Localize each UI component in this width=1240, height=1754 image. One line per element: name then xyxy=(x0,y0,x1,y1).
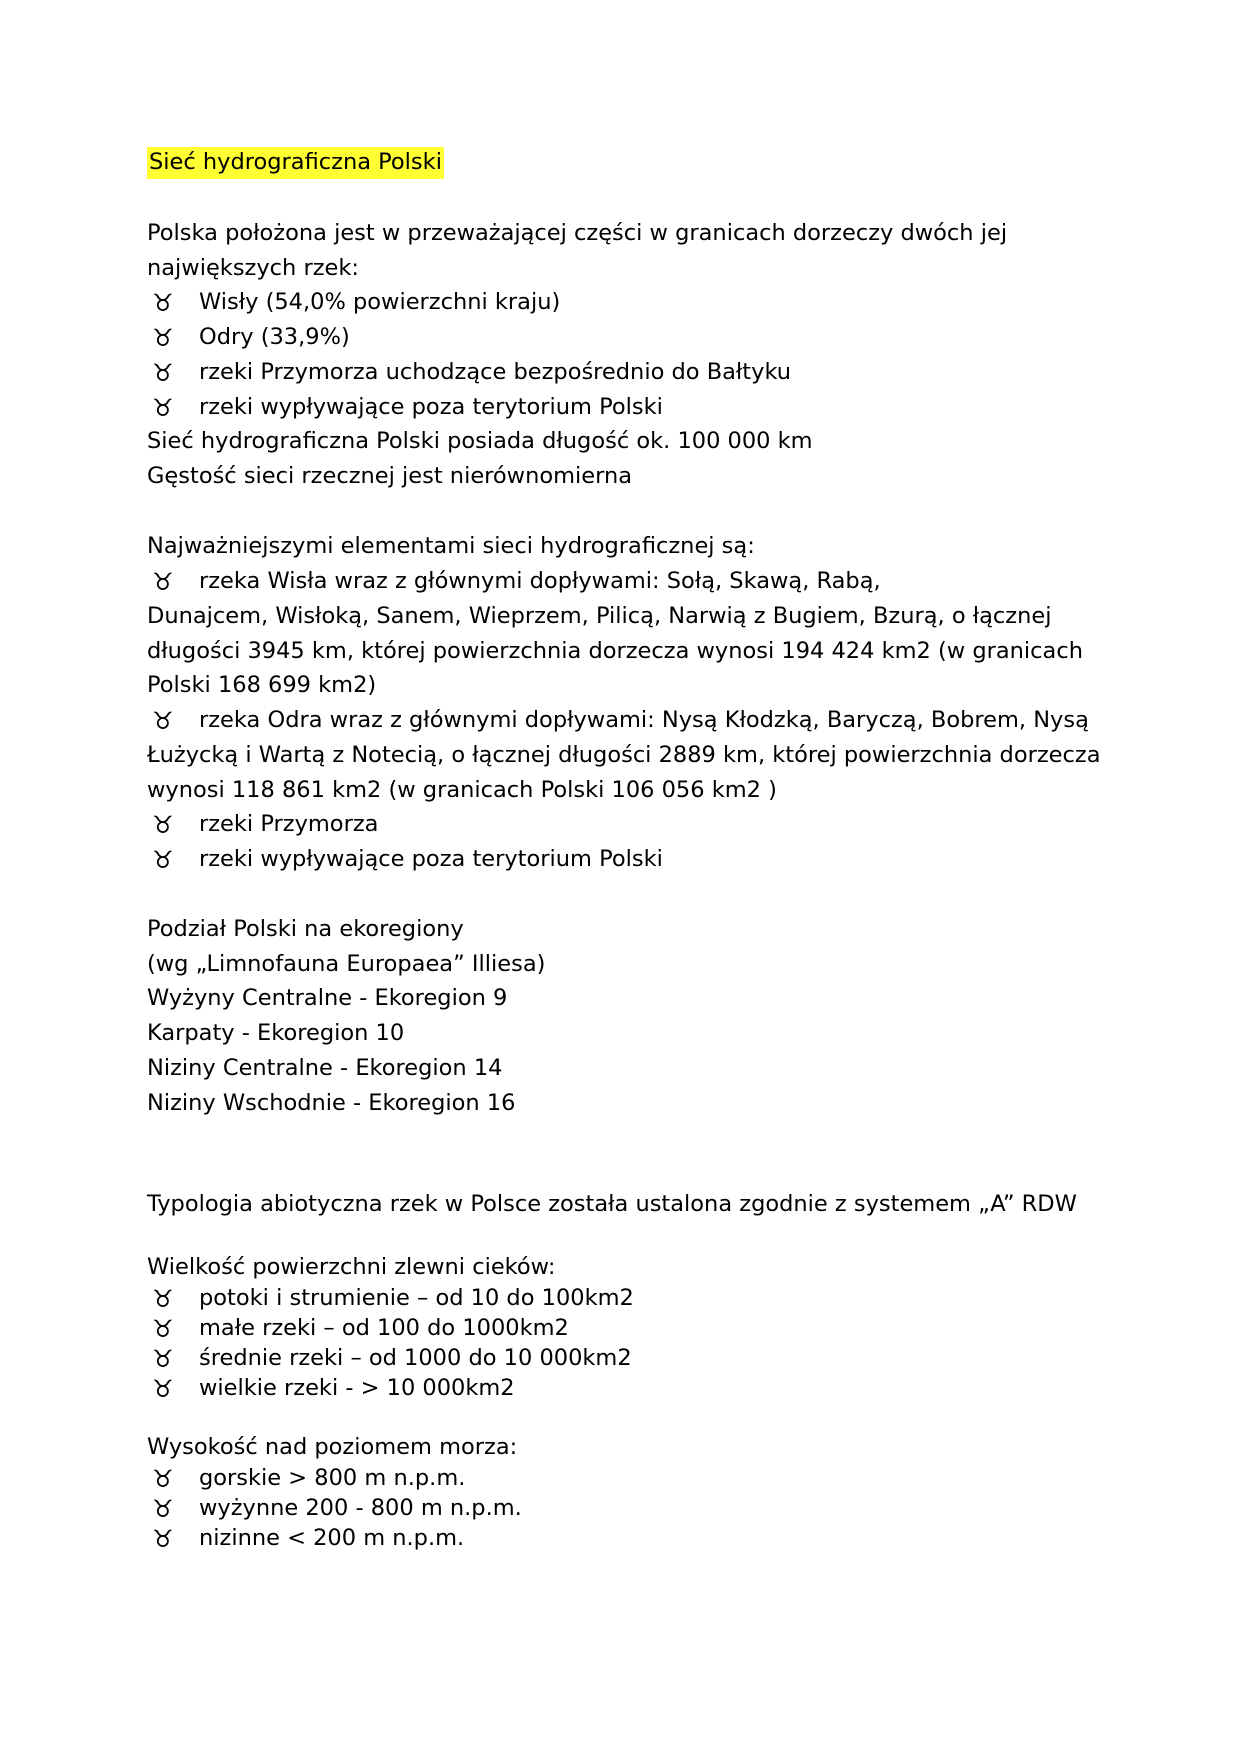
elements-heading: Najważniejszymi elementami sieci hydrograficznej są: xyxy=(147,533,755,559)
taurus-bullet-icon: ♉ xyxy=(152,568,174,596)
list-item: nizinne < 200 m n.p.m. xyxy=(199,1525,465,1551)
ecoregions-source: (wg „Limnofauna Europaea” Illiesa) xyxy=(147,951,546,977)
taurus-bullet-icon: ♉ xyxy=(152,707,174,735)
list-item: wyżynne 200 - 800 m n.p.m. xyxy=(199,1495,522,1521)
list-item: Odry (33,9%) xyxy=(199,324,350,350)
list-item: wielkie rzeki - > 10 000km2 xyxy=(199,1375,515,1401)
wisla-item-line-3: długości 3945 km, której powierzchnia dorzecza wynosi 194 424 km2 (w granicach xyxy=(147,638,1083,664)
area-heading: Wielkość powierzchni zlewni cieków: xyxy=(147,1254,556,1280)
intro-line-2: największych rzek: xyxy=(147,255,359,281)
odra-item-line-1: rzeka Odra wraz z głównymi dopływami: Nysą Kłodzką, Baryczą, Bobrem, Nysą xyxy=(199,707,1089,733)
list-item: Wisły (54,0% powierzchni kraju) xyxy=(199,289,561,315)
typology-text: Typologia abiotyczna rzek w Polsce została ustalona zgodnie z systemem „A” RDW xyxy=(147,1191,1077,1217)
odra-item-line-2: Łużycką i Wartą z Notecią, o łącznej długości 2889 km, której powierzchnia dorzecza xyxy=(147,742,1101,768)
taurus-bullet-icon: ♉ xyxy=(152,289,174,317)
list-item: rzeki Przymorza xyxy=(199,811,379,837)
taurus-bullet-icon: ♉ xyxy=(152,1375,174,1403)
ecoregion-line: Niziny Wschodnie - Ekoregion 16 xyxy=(147,1090,516,1116)
taurus-bullet-icon: ♉ xyxy=(152,1285,174,1313)
list-item: rzeki wypływające poza terytorium Polski xyxy=(199,846,663,872)
wisla-item-line-4: Polski 168 699 km2) xyxy=(147,672,377,698)
taurus-bullet-icon: ♉ xyxy=(152,1525,174,1553)
taurus-bullet-icon: ♉ xyxy=(152,324,174,352)
taurus-bullet-icon: ♉ xyxy=(152,811,174,839)
list-item: potoki i strumienie – od 10 do 100km2 xyxy=(199,1285,634,1311)
list-item: rzeki wypływające poza terytorium Polski xyxy=(199,394,663,420)
intro-line-1: Polska położona jest w przeważającej części w granicach dorzeczy dwóch jej xyxy=(147,220,1008,246)
ecoregion-line: Karpaty - Ekoregion 10 xyxy=(147,1020,405,1046)
ecoregion-line: Niziny Centralne - Ekoregion 14 xyxy=(147,1055,503,1081)
list-item: gorskie > 800 m n.p.m. xyxy=(199,1465,466,1491)
taurus-bullet-icon: ♉ xyxy=(152,1315,174,1343)
taurus-bullet-icon: ♉ xyxy=(152,394,174,422)
taurus-bullet-icon: ♉ xyxy=(152,1465,174,1493)
taurus-bullet-icon: ♉ xyxy=(152,1345,174,1373)
taurus-bullet-icon: ♉ xyxy=(152,846,174,874)
taurus-bullet-icon: ♉ xyxy=(152,359,174,387)
title-highlight: Sieć hydrograficzna Polski xyxy=(147,147,444,179)
list-item: średnie rzeki – od 1000 do 10 000km2 xyxy=(199,1345,632,1371)
list-item: małe rzeki – od 100 do 1000km2 xyxy=(199,1315,569,1341)
height-heading: Wysokość nad poziomem morza: xyxy=(147,1434,518,1460)
wisla-item-line-2: Dunajcem, Wisłoką, Sanem, Wieprzem, Pilicą, Narwią z Bugiem, Bzurą, o łącznej xyxy=(147,603,1052,629)
network-length-text: Sieć hydrograficzna Polski posiada długość ok. 100 000 km xyxy=(147,428,813,454)
page-title xyxy=(147,151,444,174)
list-item: rzeki Przymorza uchodzące bezpośrednio do Bałtyku xyxy=(199,359,792,385)
wisla-item-line-1: rzeka Wisła wraz z głównymi dopływami: Sołą, Skawą, Rabą, xyxy=(199,568,881,594)
ecoregions-heading: Podział Polski na ekoregiony xyxy=(147,916,464,942)
network-density-text: Gęstość sieci rzecznej jest nierównomierna xyxy=(147,463,633,489)
taurus-bullet-icon: ♉ xyxy=(152,1495,174,1523)
ecoregion-line: Wyżyny Centralne - Ekoregion 9 xyxy=(147,985,508,1011)
odra-item-line-3: wynosi 118 861 km2 (w granicach Polski 106 056 km2 ) xyxy=(147,777,777,803)
